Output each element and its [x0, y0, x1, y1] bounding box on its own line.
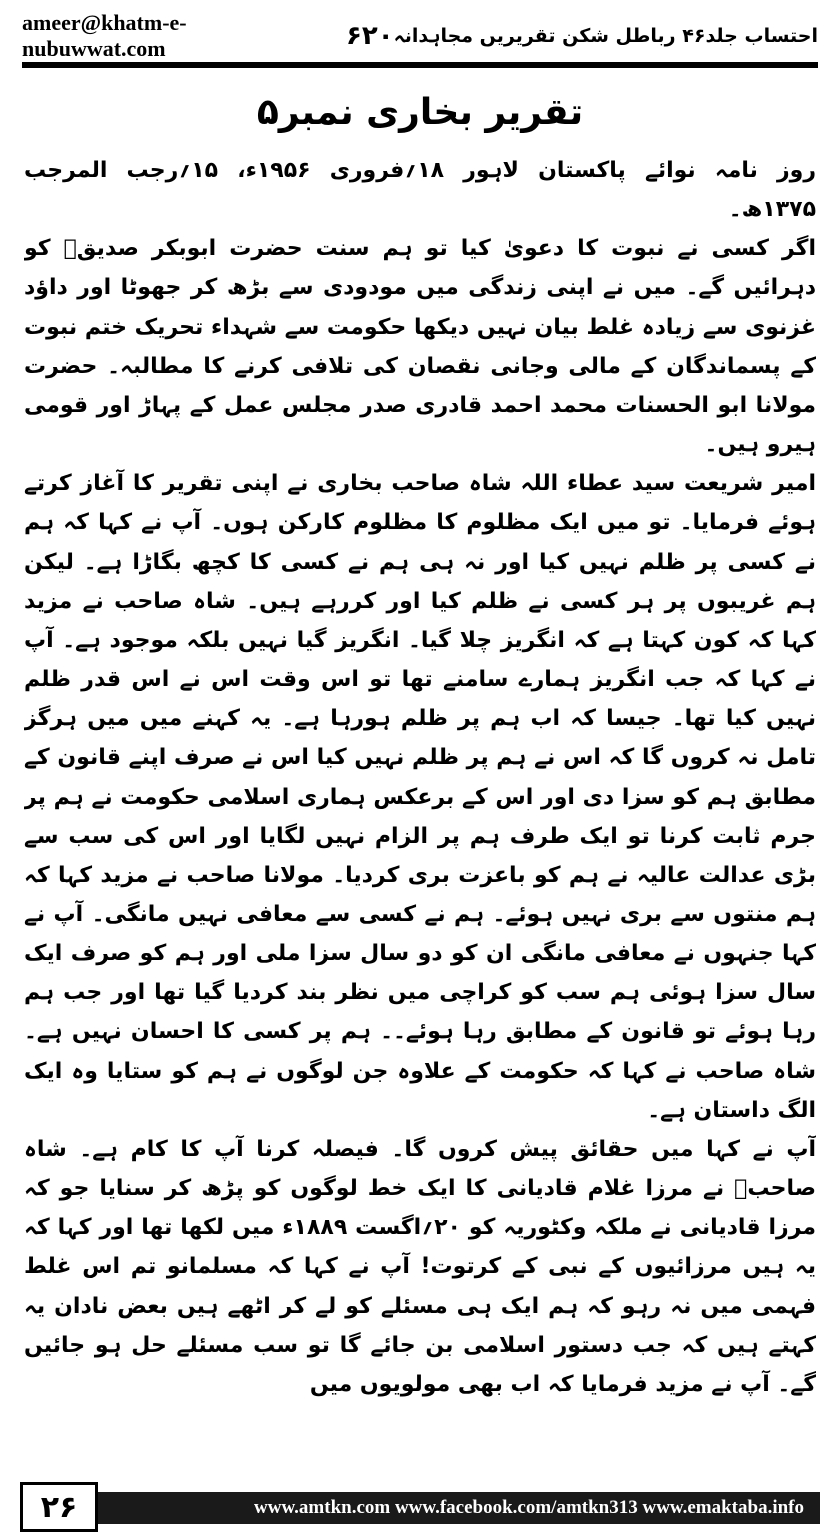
- footer-links: www.amtkn.com www.facebook.com/amtkn313 www.emaktaba.info: [254, 1497, 804, 1518]
- paragraph-summary: اگر کسی نے نبوت کا دعویٰ کیا تو ہم سنت حضرت ابوبکر صدیقؓ کو دہرائیں گے۔ میں نے اپنی زندگی میں مودودی سے بڑھ کر جھوٹا اور داؤد غزنوی سے زیادہ غلط بیان نہیں دیکھا حکومت سے شہداء تحریک ختم نبوت کے پسماندگان کے مالی وجانی نقصان کی تلافی کرنے کا مطالبہ۔ حضرت مولانا ابو الحسنات محمد احمد قادری صدر مجلس عمل کے پہاڑ اور قومی ہیرو ہیں۔: [24, 236, 816, 458]
- paragraph-speech-1: امیر شریعت سید عطاء اللہ شاہ صاحب بخاری نے اپنی تقریر کا آغاز کرتے ہوئے فرمایا۔ تو میں ایک مظلوم کا مظلوم کارکن ہوں۔ آپ نے کہا کہ ہم نے کسی پر ظلم نہیں کیا اور نہ ہی ہم نے کسی کا کچھ بگاڑا ہے۔ لیکن ہم غریبوں پر ہر کسی نے ظلم کیا اور کررہے ہیں۔ شاہ صاحب نے مزید کہا کہ کون کہتا ہے کہ انگریز چلا گیا۔ انگریز گیا نہیں بلکہ موجود ہے۔ آپ نے کہا کہ جب انگریز ہمارے سامنے تھا تو اس وقت اس نے اس قدر ظلم نہیں کیا تھا۔ جیسا کہ اب ہم پر ظلم ہورہا ہے۔ یہ کہنے میں میں ہرگز تامل نہ کروں گا کہ اس نے ہم پر ظلم نہیں کیا اس نے صرف اپنے قانون کے مطابق ہم کو سزا دی اور اس کے برعکس ہماری اسلامی حکومت نے ہم پر جرم ثابت کرنا تو ایک طرف ہم پر الزام نہیں لگایا اور اس کی سب سے بڑی عدالت عالیہ نے ہم کو باعزت بری کردیا۔ مولانا صاحب نے مزید کہا کہ ہم منتوں سے بری نہیں ہوئے۔ ہم نے کسی سے معافی نہیں مانگی۔ آپ نے کہا جنہوں نے معافی مانگی ان کو دو سال سزا ملی اور ہم کو صرف ایک سال سزا ہوئی ہم سب کو کراچی میں نظر بند کردیا گیا تھا اور جب ہم رہا ہوئے تو قانون کے مطابق رہا ہوئے۔۔ ہم پر کسی کا احسان نہیں ہے۔ شاہ صاحب نے کہا کہ حکومت کے علاوہ جن لوگوں نے ہم کو ستایا وہ ایک الگ داستان ہے۔: [24, 471, 816, 1123]
- footer-bar: [20, 1492, 820, 1524]
- footer-page-number: ۲۶: [20, 1482, 98, 1532]
- document-title: تقریر بخاری نمبر۵: [256, 92, 584, 133]
- header-page-number: ۶۲۰: [345, 21, 394, 51]
- paragraph-source: روز نامہ نوائے پاکستان لاہور ۱۸؍فروری ۱۹۵۶ء، ۱۵؍رجب المرجب ۱۳۷۵ھ۔: [24, 158, 816, 223]
- header-left: [22, 10, 394, 62]
- paragraph-speech-2: آپ نے کہا میں حقائق پیش کروں گا۔ فیصلہ کرنا آپ کا کام ہے۔ شاہ صاحبؒ نے مرزا غلام قادیانی کا ایک خط لوگوں کو پڑھ کر سنایا جو کہ مرزا قادیانی نے ملکہ وکٹوریہ کو ۲۰؍اگست ۱۸۸۹ء میں لکھا تھا اور کہا کہ یہ ہیں مرزائیوں کے نبی کے کرتوت! آپ نے کہا کہ مسلمانو تم اس غلط فہمی میں نہ رہو کہ ہم ایک ہی مسئلے کو لے کر اٹھے ہیں بعض نادان یہ کہتے ہیں کہ جب دستور اسلامی بن جائے گا تو سب مسئلے حل ہو جائیں گے۔ آپ نے مزید فرمایا کہ اب بھی مولویوں میں: [24, 1136, 816, 1397]
- header-rule: [22, 62, 818, 68]
- header-book-title: احتساب جلد۴۶ رباطل شکن تقریریں مجاہدانہ: [393, 25, 818, 47]
- page-header: [22, 10, 818, 61]
- page-footer: [20, 1482, 820, 1532]
- page-content: [24, 80, 816, 1460]
- header-email: ameer@khatm-e-nubuwwat.com: [22, 10, 187, 61]
